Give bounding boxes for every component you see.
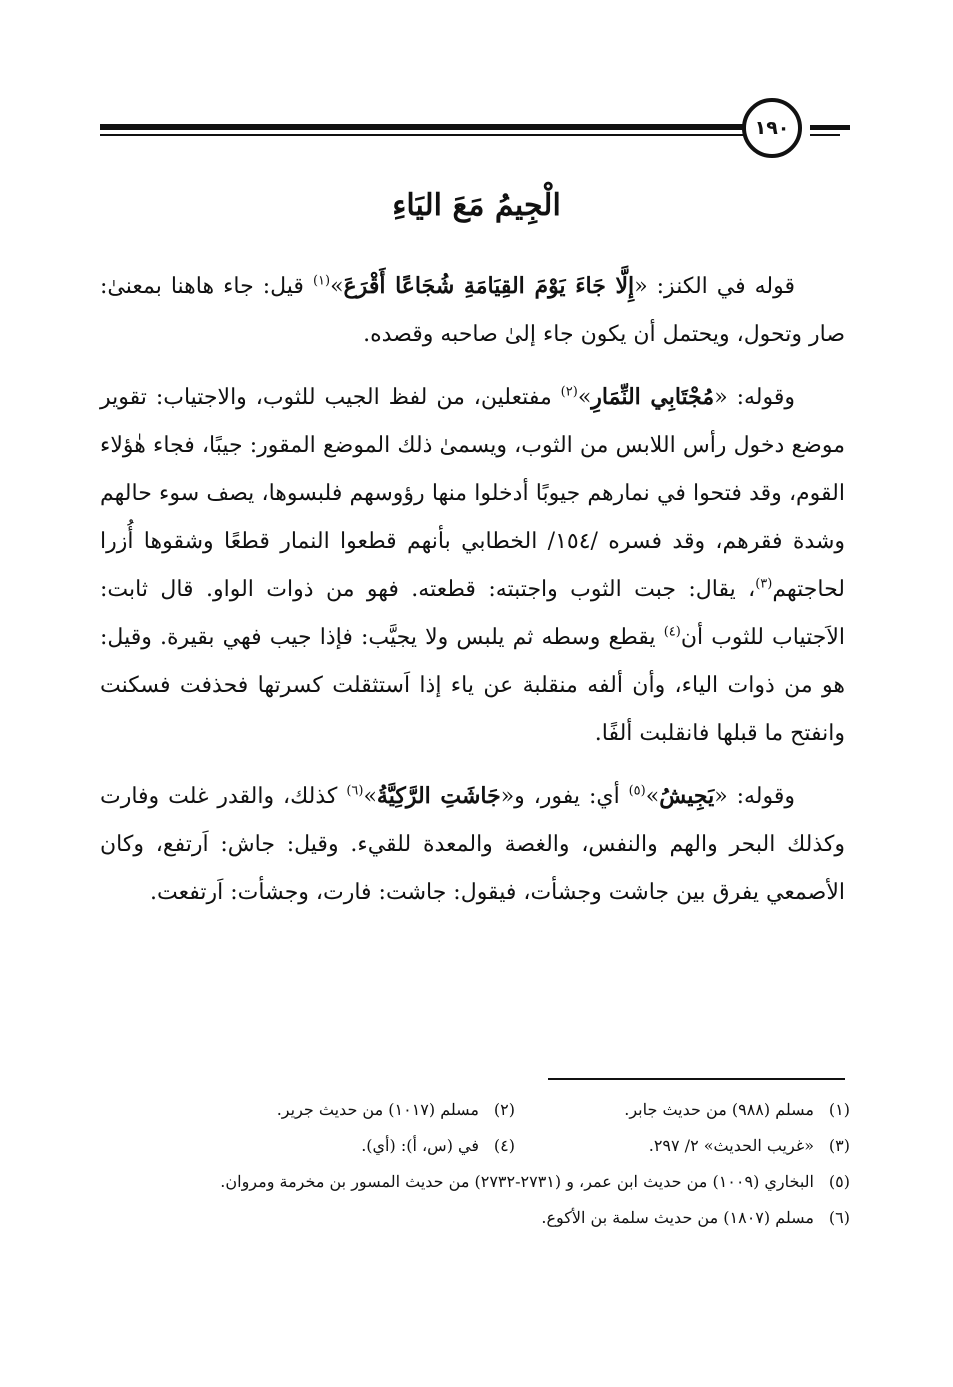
text-run: قيل: جاء هاهنا بمعنىٰ: صار وتحول، ويحتمل أن يكون جاء إلىٰ صاحبه وقصده. <box>100 274 845 347</box>
footnote-number: (٥) <box>828 1172 850 1191</box>
chapter-title: الْجِيمُ مَعَ اليَاءِ <box>392 188 561 223</box>
header-rule <box>100 124 745 130</box>
footnote-ref-3[interactable]: (٣) <box>755 576 773 592</box>
text-run: قوله في الكنز: « <box>634 274 796 299</box>
header-rule-thin <box>100 134 745 136</box>
text-run: » <box>645 784 660 809</box>
text-run: ، يقال: جبت الثوب واجتبته: قطعته. فهو من ذوات الواو. قال ثابت: الاَجتياب للثوب أن <box>100 577 846 650</box>
footnote-1 <box>515 1092 850 1128</box>
hadith-quote: إِلَّا جَاءَ يَوْمَ القِيَامَةِ شُجَاعًا أَقْرَعَ <box>343 273 635 299</box>
footnote-6 <box>100 1200 850 1236</box>
footnote-number: (٣) <box>828 1136 850 1155</box>
text-run: وقوله: « <box>714 784 796 809</box>
text-run: كذلك، والقدر غلت وفارت وكذلك البحر والهم والنفس، والغصة والمعدة للقيء. وقيل: جاش: اَرتفع، وكان الأصمعي يفرق بين جاشت وجشأت، فيقول: جاشت: فارت، وجشأت: اَرتفعت. <box>100 784 845 905</box>
page-number-badge <box>742 98 802 158</box>
paragraph-2 <box>100 373 845 758</box>
hadith-quote: جَاشَتِ الرَّكِيَّةُ <box>376 783 501 809</box>
footnote-3 <box>515 1128 850 1164</box>
footnote-number: (٤) <box>493 1136 515 1155</box>
footnote-text: مسلم (١٠١٧) من حديث جرير. <box>276 1100 479 1119</box>
text-run: يقطع وسطه ثم يلبس ولا يجيَّب: فإذا جيب فهي بقيرة. وقيل: هو من ذوات الياء، وأن ألفه منقلبة عن ياء إذا اَستثقلت كسرتها فحذفت فسكنت وانفتح ما قبلها فانقلبت ألفًا. <box>100 625 845 746</box>
footnote-number: (٦) <box>828 1208 850 1227</box>
footnote-text: «غريب الحديث» ٢/ ٢٩٧. <box>648 1136 814 1155</box>
text-run: » <box>577 385 592 410</box>
paragraph-3 <box>100 772 845 917</box>
footnote-text: في (س، أ): (أي). <box>361 1136 479 1155</box>
footnote-text: مسلم (٩٨٨) من حديث جابر. <box>624 1100 814 1119</box>
footnote-ref-5[interactable]: (٥) <box>628 783 646 799</box>
footnote-ref-4[interactable]: (٤) <box>663 624 681 640</box>
text-run: » <box>330 274 344 299</box>
footnote-ref-2[interactable]: (٢) <box>560 384 578 400</box>
text-run: أي: يفور، و« <box>500 784 629 809</box>
footnote-5 <box>100 1164 850 1200</box>
footnote-number: (٢) <box>493 1100 515 1119</box>
header-rule-tail <box>810 125 850 130</box>
footnote-text: مسلم (١٨٠٧) من حديث سلمة بن الأكوع. <box>541 1208 814 1227</box>
text-run: مفتعلين، من لفظ الجيب للثوب، والاجتياب: تقوير موضع دخول رأس اللابس من الثوب، ويسمىٰ ذلك الموضع المقور: جيبًا، فجاء هٰؤلاء القوم، وقد فتحوا في نمارهم جيوبًا أدخلوا منها رؤوسهم فلبسوها، يصف سوء حالهم وشدة فقرهم، وقد فسره /١٥٤/ الخطابي بأنهم قطعوا النمار قطعًا وشقوها أُزرا لحاجتهم <box>100 385 846 602</box>
footnote-divider <box>548 1078 845 1080</box>
footnotes <box>100 1092 850 1236</box>
text-run: وقوله: « <box>714 385 796 410</box>
text-run: » <box>363 784 377 809</box>
footnote-ref-6[interactable]: (٦) <box>346 783 364 799</box>
page-number: ١٩٠ <box>754 117 790 139</box>
footnote-2 <box>180 1092 515 1128</box>
footnote-ref-1[interactable]: (١) <box>312 273 331 289</box>
paragraph-1 <box>100 262 845 359</box>
hadith-quote: يَجِيشُ <box>659 783 715 809</box>
footnote-4 <box>180 1128 515 1164</box>
body-text <box>100 262 845 931</box>
hadith-quote: مُجْتَابِي النِّمَارِ <box>591 384 715 410</box>
footnote-row <box>100 1092 850 1128</box>
footnote-row <box>100 1128 850 1164</box>
footnote-number: (١) <box>828 1100 850 1119</box>
header-rule-tail-thin <box>810 134 840 136</box>
footnote-text: البخاري (١٠٠٩) من حديث ابن عمر، و (٢٧٣١-٢٧٣٢) من حديث المسور بن مخرمة ومروان. <box>220 1172 814 1191</box>
